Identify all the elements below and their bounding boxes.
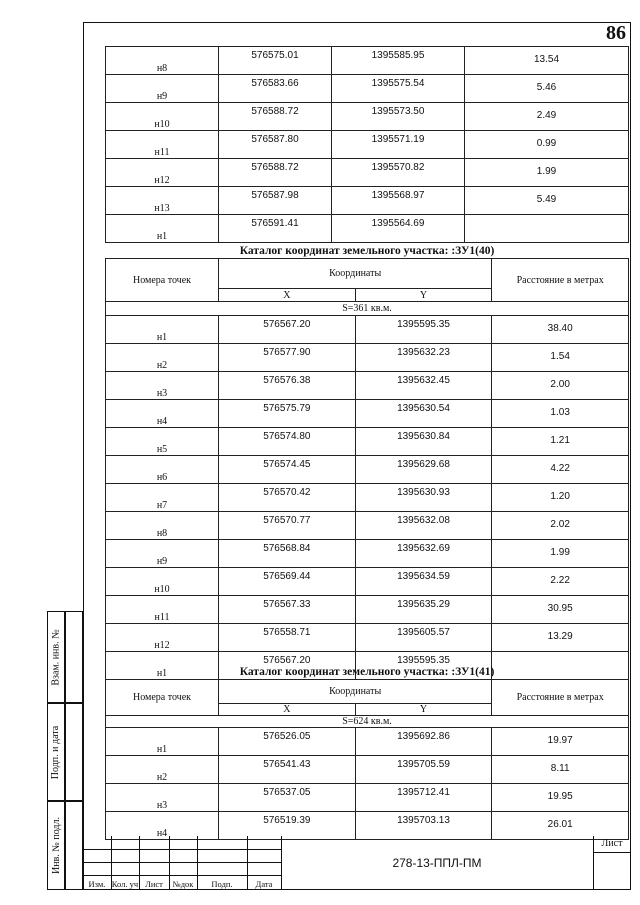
y-cell: 1395632.23 — [355, 344, 492, 372]
x-cell: 576541.43 — [219, 756, 356, 784]
point-cell: н8 — [106, 47, 219, 75]
header-points: Номера точек — [106, 259, 219, 302]
point-cell: н2 — [106, 344, 219, 372]
table-row — [106, 215, 629, 243]
y-cell: 1395595.35 — [355, 652, 492, 680]
y-cell: 1395703.13 — [355, 812, 492, 840]
x-cell: 576574.45 — [219, 456, 356, 484]
table-row — [106, 75, 629, 103]
x-cell: 576575.01 — [219, 47, 332, 75]
point-cell: н6 — [106, 456, 219, 484]
stamp-vzam-value — [65, 611, 83, 703]
y-cell: 1395564.69 — [332, 215, 465, 243]
stamp-podp: Подп. и дата — [47, 703, 65, 801]
distance-cell — [465, 215, 629, 243]
header-distance: Расстояние в метрах — [492, 680, 629, 716]
catalog-41-table — [105, 679, 629, 840]
header-x: X — [219, 289, 356, 302]
header-y: Y — [355, 704, 492, 716]
y-cell: 1395595.35 — [355, 316, 492, 344]
tb-podp: Подп. — [211, 879, 233, 889]
point-cell: н1 — [106, 728, 219, 756]
point-cell: н12 — [106, 624, 219, 652]
page-number: 86 — [606, 22, 626, 44]
point-cell: н4 — [106, 812, 219, 840]
table-row — [106, 624, 629, 652]
distance-cell: 8.11 — [492, 756, 629, 784]
point-cell: н5 — [106, 428, 219, 456]
point-cell: н1 — [106, 215, 219, 243]
y-cell: 1395605.57 — [355, 624, 492, 652]
header-coords: Координаты — [219, 259, 492, 289]
y-cell: 1395705.59 — [355, 756, 492, 784]
stamp-podp-value — [65, 703, 83, 801]
y-cell: 1395635.29 — [355, 596, 492, 624]
sheet-box — [593, 836, 631, 890]
distance-cell: 13.54 — [465, 47, 629, 75]
table-row — [106, 400, 629, 428]
distance-cell: 2.00 — [492, 372, 629, 400]
y-cell: 1395634.59 — [355, 568, 492, 596]
y-cell: 1395568.97 — [332, 187, 465, 215]
point-cell: н11 — [106, 596, 219, 624]
catalog-40 — [105, 244, 629, 680]
x-cell: 576567.20 — [219, 652, 356, 680]
x-cell: 576591.41 — [219, 215, 332, 243]
y-cell: 1395712.41 — [355, 784, 492, 812]
x-cell: 576576.38 — [219, 372, 356, 400]
distance-cell: 1.99 — [492, 540, 629, 568]
distance-cell: 2.49 — [465, 103, 629, 131]
table-row — [106, 131, 629, 159]
stamp-inv-value — [65, 801, 83, 890]
point-cell: н10 — [106, 568, 219, 596]
tb-izm: Изм. — [88, 879, 106, 889]
point-cell: н12 — [106, 159, 219, 187]
y-cell: 1395632.45 — [355, 372, 492, 400]
table-row — [106, 728, 629, 756]
x-cell: 576537.05 — [219, 784, 356, 812]
table-row — [106, 540, 629, 568]
distance-cell: 19.95 — [492, 784, 629, 812]
x-cell: 576587.98 — [219, 187, 332, 215]
x-cell: 576570.77 — [219, 512, 356, 540]
tb-data: Дата — [255, 879, 273, 889]
distance-cell: 4.22 — [492, 456, 629, 484]
point-cell: н3 — [106, 372, 219, 400]
continued-table — [105, 46, 629, 243]
point-cell: н9 — [106, 540, 219, 568]
table-row — [106, 159, 629, 187]
catalog-40-title: Каталог координат земельного участка: :ЗУ1(40) — [239, 245, 495, 257]
y-cell: 1395632.08 — [355, 512, 492, 540]
catalog-40-table — [105, 258, 629, 680]
tb-list: Лист — [145, 879, 163, 889]
table-row — [106, 596, 629, 624]
distance-cell: 2.02 — [492, 512, 629, 540]
header-y: Y — [355, 289, 492, 302]
x-cell: 576567.20 — [219, 316, 356, 344]
point-cell: н2 — [106, 756, 219, 784]
y-cell: 1395632.69 — [355, 540, 492, 568]
y-cell: 1395692.86 — [355, 728, 492, 756]
x-cell: 576575.79 — [219, 400, 356, 428]
y-cell: 1395573.50 — [332, 103, 465, 131]
distance-cell: 1.03 — [492, 400, 629, 428]
y-cell: 1395585.95 — [332, 47, 465, 75]
y-cell: 1395575.54 — [332, 75, 465, 103]
distance-cell: 38.40 — [492, 316, 629, 344]
x-cell: 576588.72 — [219, 103, 332, 131]
point-cell: н3 — [106, 784, 219, 812]
tb-ndok: №док — [172, 879, 194, 889]
table-row — [106, 316, 629, 344]
area-label: S=624 кв.м. — [106, 716, 629, 728]
table-row — [106, 372, 629, 400]
table-row — [106, 428, 629, 456]
y-cell: 1395630.54 — [355, 400, 492, 428]
table-row — [106, 568, 629, 596]
x-cell: 576574.80 — [219, 428, 356, 456]
x-cell: 576519.39 — [219, 812, 356, 840]
point-cell: н13 — [106, 187, 219, 215]
x-cell: 576558.71 — [219, 624, 356, 652]
sheet-label: Лист — [593, 836, 631, 853]
point-cell: н10 — [106, 103, 219, 131]
y-cell: 1395571.19 — [332, 131, 465, 159]
point-cell: н11 — [106, 131, 219, 159]
distance-cell: 1.21 — [492, 428, 629, 456]
distance-cell: 5.46 — [465, 75, 629, 103]
stamp-vzam: Взам. инв. № — [47, 611, 65, 703]
catalog-41 — [105, 665, 629, 840]
point-cell: н7 — [106, 484, 219, 512]
catalog-41-title: Каталог координат земельного участка: :ЗУ1(41) — [239, 666, 495, 678]
x-cell: 576567.33 — [219, 596, 356, 624]
y-cell: 1395629.68 — [355, 456, 492, 484]
distance-cell: 30.95 — [492, 596, 629, 624]
document-code: 278-13-ППЛ-ПМ — [281, 836, 594, 890]
x-cell: 576588.72 — [219, 159, 332, 187]
header-coords: Координаты — [219, 680, 492, 704]
continued-catalog — [105, 46, 629, 243]
title-block-grid — [83, 836, 281, 890]
left-stamp — [47, 611, 83, 890]
distance-cell: 1.99 — [465, 159, 629, 187]
x-cell: 576570.42 — [219, 484, 356, 512]
table-row — [106, 512, 629, 540]
x-cell: 576526.05 — [219, 728, 356, 756]
table-row — [106, 47, 629, 75]
header-distance: Расстояние в метрах — [492, 259, 629, 302]
header-points: Номера точек — [106, 680, 219, 716]
tb-kol: Кол. уч — [111, 879, 139, 889]
point-cell: н8 — [106, 512, 219, 540]
point-cell: н1 — [106, 652, 219, 680]
table-row — [106, 784, 629, 812]
header-x: X — [219, 704, 356, 716]
point-cell: н9 — [106, 75, 219, 103]
y-cell: 1395570.82 — [332, 159, 465, 187]
area-label: S=361 кв.м. — [106, 302, 629, 316]
y-cell: 1395630.84 — [355, 428, 492, 456]
x-cell: 576577.90 — [219, 344, 356, 372]
x-cell: 576568.84 — [219, 540, 356, 568]
distance-cell: 26.01 — [492, 812, 629, 840]
distance-cell: 13.29 — [492, 624, 629, 652]
table-row — [106, 344, 629, 372]
distance-cell: 0.99 — [465, 131, 629, 159]
x-cell: 576569.44 — [219, 568, 356, 596]
y-cell: 1395630.93 — [355, 484, 492, 512]
table-row — [106, 187, 629, 215]
distance-cell: 1.54 — [492, 344, 629, 372]
distance-cell: 2.22 — [492, 568, 629, 596]
distance-cell: 5.49 — [465, 187, 629, 215]
point-cell: н4 — [106, 400, 219, 428]
distance-cell: 19.97 — [492, 728, 629, 756]
distance-cell: 1.20 — [492, 484, 629, 512]
title-block — [83, 836, 631, 890]
point-cell: н1 — [106, 316, 219, 344]
table-row — [106, 484, 629, 512]
table-row — [106, 456, 629, 484]
table-row — [106, 756, 629, 784]
x-cell: 576583.66 — [219, 75, 332, 103]
x-cell: 576587.80 — [219, 131, 332, 159]
table-row — [106, 103, 629, 131]
stamp-inv: Инв. № подл. — [47, 801, 65, 890]
